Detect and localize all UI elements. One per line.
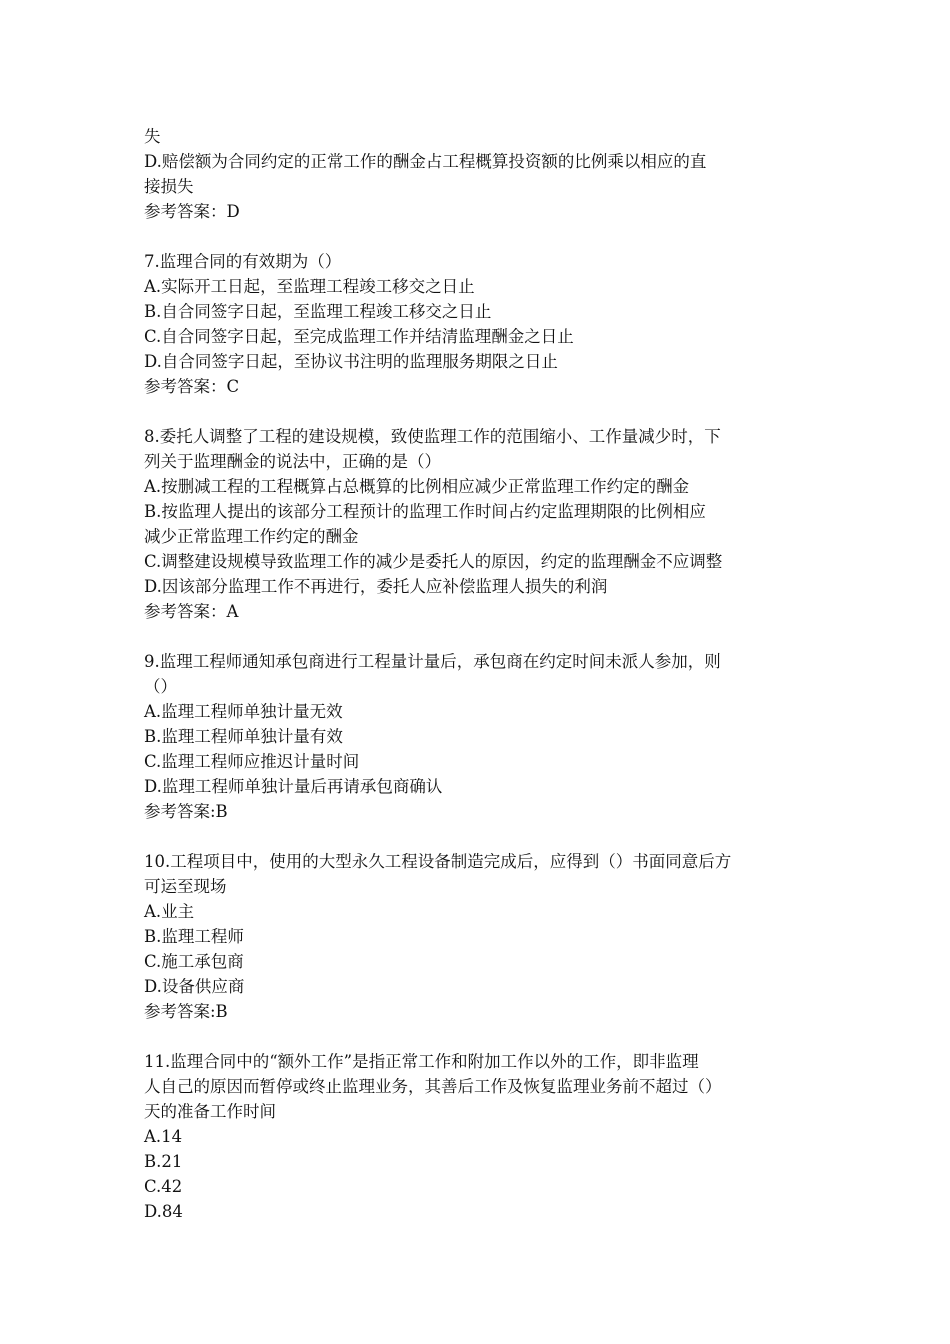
option-b: B.监理工程师	[144, 927, 244, 946]
option-d: D.84	[144, 1202, 183, 1221]
reference-answer: 参考答案:B	[144, 1002, 228, 1021]
question-7	[144, 249, 814, 399]
option-d: D.设备供应商	[144, 977, 245, 996]
reference-answer: 参考答案：D	[144, 202, 240, 221]
option-a: A.实际开工日起，至监理工程竣工移交之日止	[144, 277, 475, 296]
option-b: B.按监理人提出的该部分工程预计的监理工作时间占约定监理期限的比例相应	[144, 502, 706, 521]
option-a: A.监理工程师单独计量无效	[144, 702, 343, 721]
question-stem-continued: 人自己的原因而暂停或终止监理业务，其善后工作及恢复监理业务前不超过（）	[144, 1077, 722, 1096]
question-stem: 7.监理合同的有效期为（）	[144, 252, 342, 271]
option-b: B.自合同签字日起，至监理工程竣工移交之日止	[144, 302, 492, 321]
option-d: D.自合同签字日起，至协议书注明的监理服务期限之日止	[144, 352, 558, 371]
spacer	[144, 824, 814, 849]
option-b: B.21	[144, 1152, 183, 1171]
question-9	[144, 649, 814, 824]
option-a: A.14	[144, 1127, 183, 1146]
option-b: B.监理工程师单独计量有效	[144, 727, 343, 746]
option-c: C.自合同签字日起，至完成监理工作并结清监理酬金之日止	[144, 327, 574, 346]
option-c: C.监理工程师应推迟计量时间	[144, 752, 360, 771]
question-stem: 8.委托人调整了工程的建设规模，致使监理工作的范围缩小、工作量减少时，下	[144, 427, 721, 446]
option-c: C.施工承包商	[144, 952, 244, 971]
option-d: D.因该部分监理工作不再进行，委托人应补偿监理人损失的利润	[144, 577, 608, 596]
question-6-continuation	[144, 124, 814, 224]
question-10	[144, 849, 814, 1024]
option-a: A.按删减工程的工程概算占总概算的比例相应减少正常监理工作约定的酬金	[144, 477, 690, 496]
question-stem: 11.监理合同中的“额外工作”是指正常工作和附加工作以外的工作，即非监理	[144, 1052, 699, 1071]
option-a: A.业主	[144, 902, 195, 921]
spacer	[144, 1024, 814, 1049]
spacer	[144, 224, 814, 249]
question-stem-continued: 天的准备工作时间	[144, 1102, 276, 1121]
option-d-continued: 接损失	[144, 177, 194, 196]
option-b-continued: 减少正常监理工作约定的酬金	[144, 527, 359, 546]
question-stem: 9.监理工程师通知承包商进行工程量计量后，承包商在约定时间未派人参加，则	[144, 652, 721, 671]
option-d: D.监理工程师单独计量后再请承包商确认	[144, 777, 443, 796]
reference-answer: 参考答案:B	[144, 802, 228, 821]
option-d: D.赔偿额为合同约定的正常工作的酬金占工程概算投资额的比例乘以相应的直	[144, 152, 707, 171]
question-stem: 10.工程项目中，使用的大型永久工程设备制造完成后，应得到（）书面同意后方	[144, 852, 732, 871]
option-c: C.调整建设规模导致监理工作的减少是委托人的原因，约定的监理酬金不应调整	[144, 552, 723, 571]
option-c: C.42	[144, 1177, 183, 1196]
question-11	[144, 1049, 814, 1224]
question-stem-continued: 列关于监理酬金的说法中，正确的是（）	[144, 452, 441, 471]
document-page	[144, 124, 814, 1224]
spacer	[144, 399, 814, 424]
question-stem-continued: （）	[144, 677, 177, 696]
reference-answer: 参考答案：C	[144, 377, 240, 396]
spacer	[144, 624, 814, 649]
question-text-line: 失	[144, 127, 161, 146]
question-stem-continued: 可运至现场	[144, 877, 227, 896]
question-8	[144, 424, 814, 624]
reference-answer: 参考答案：A	[144, 602, 239, 621]
